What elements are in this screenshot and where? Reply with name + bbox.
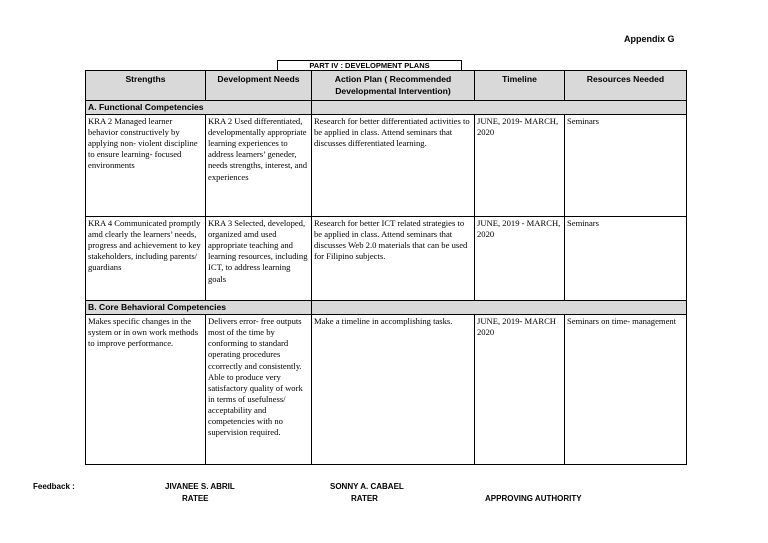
- header-resources: Resources Needed: [565, 71, 687, 101]
- action-plan-cell: Make a timeline in accomplishing tasks.: [312, 315, 475, 465]
- approving-authority: APPROVING AUTHORITY: [485, 494, 582, 503]
- ratee-name: JIVANEE S. ABRIL: [165, 482, 235, 491]
- resources-cell: Seminars on time- management: [565, 315, 687, 465]
- section-a-row: [86, 101, 687, 115]
- development-needs-cell: Delivers error- free outputs most of the time by conforming to standard operating procedures ccorrectly and consistently. Able to produce very satisfactory quality of work in terms of usefulness/ acceptability and competencies with no supervision required.: [206, 315, 312, 465]
- appendix-label: Appendix G: [624, 34, 675, 44]
- rater-name: SONNY A. CABAEL: [330, 482, 404, 491]
- header-row: [86, 71, 687, 101]
- strengths-cell: KRA 4 Communicated promptly amd clearly the learners’ needs, progress and achievement to key stakeholders, including parents/ guardians: [86, 217, 206, 301]
- table-row: [86, 217, 687, 301]
- strengths-cell: Makes specific changes in the system or in own work methods to improve performance.: [86, 315, 206, 465]
- part-title: PART IV : DEVELOPMENT PLANS: [277, 60, 462, 70]
- header-strengths: Strengths: [86, 71, 206, 101]
- header-action-plan: Action Plan ( Recommended Developmental Intervention): [312, 71, 475, 101]
- development-needs-cell: KRA 3 Selected, developed, organized amd used appropriate teaching and learning resources, including ICT, to address learning goals: [206, 217, 312, 301]
- section-b-label: B. Core Behavioral Competencies: [86, 301, 312, 315]
- development-needs-cell: KRA 2 Used differentiated, developmentally appropriate learning experiences to address learners’ geneder, needs strengths, interest, and experiences: [206, 115, 312, 217]
- action-plan-cell: Research for better ICT related strategies to be applied in class. Attend seminars that discusses Web 2.0 materials that can be used for Filipino subjects.: [312, 217, 475, 301]
- timeline-cell: JUNE, 2019- MARCH, 2020: [475, 115, 565, 217]
- header-development-needs: Development Needs: [206, 71, 312, 101]
- section-a-label: A. Functional Competencies: [86, 101, 312, 115]
- action-plan-cell: Research for better differentiated activities to be applied in class. Attend seminars that discusses differentiated learning.: [312, 115, 475, 217]
- resources-cell: Seminars: [565, 217, 687, 301]
- rater-role: RATER: [351, 494, 378, 503]
- timeline-cell: JUNE, 2019 - MARCH, 2020: [475, 217, 565, 301]
- timeline-cell: JUNE, 2019- MARCH 2020: [475, 315, 565, 465]
- strengths-cell: KRA 2 Managed learner behavior constructively by applying non- violent discipline to ensure learning- focused environments: [86, 115, 206, 217]
- ratee-role: RATEE: [182, 494, 209, 503]
- feedback-label: Feedback :: [33, 482, 75, 491]
- table-row: [86, 115, 687, 217]
- section-b-row: [86, 301, 687, 315]
- header-timeline: Timeline: [475, 71, 565, 101]
- table-row: [86, 315, 687, 465]
- development-plan-table: [85, 70, 687, 465]
- resources-cell: Seminars: [565, 115, 687, 217]
